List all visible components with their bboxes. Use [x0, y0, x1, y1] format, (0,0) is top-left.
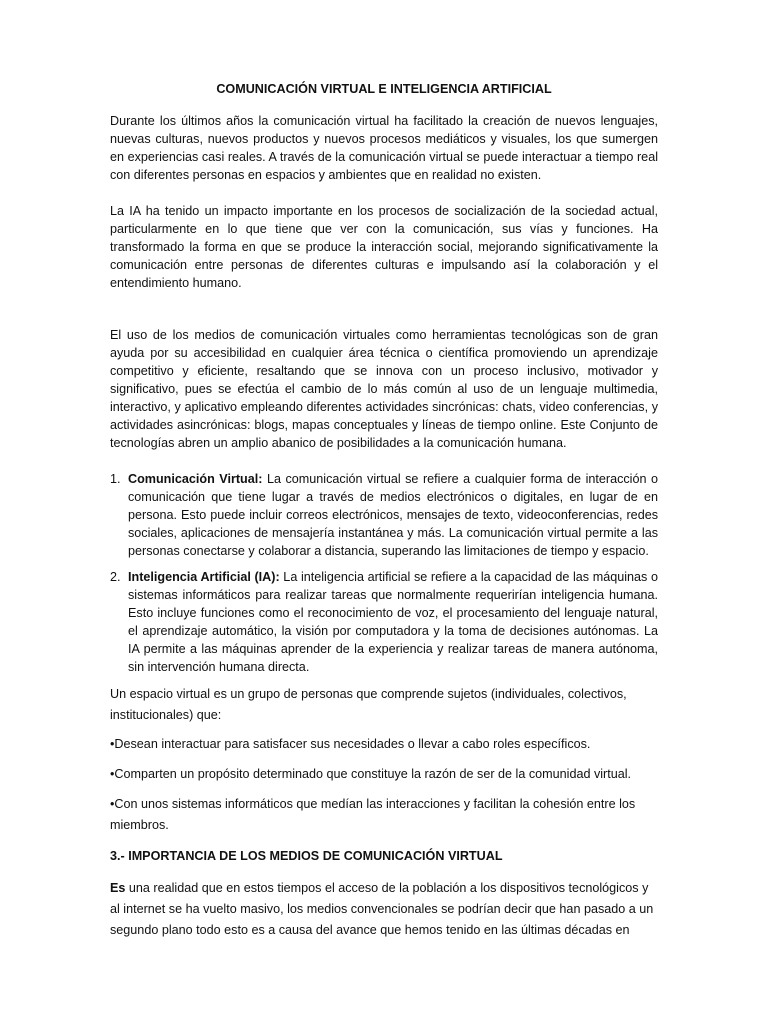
document-page [110, 80, 658, 941]
list-item-number: 2. [110, 570, 121, 584]
paragraph-virtual-media-use: El uso de los medios de comunicación virtuales como herramientas tecnológicas son de gran ayuda por su accesibilidad en cualquier área técnica o científica promoviendo un aprendizaje competitivo y eficiente, resaltando que se innova con un proceso inclusivo, motivador y significativo, pues se efectúa el cambio de lo más común al uso de un lenguaje multimedia, interactivo, y aplicativo empleando diferentes actividades sincrónicas: chats, video conferencias, y actividades asincrónicas: blogs, mapas conceptuales y líneas de tiempo online. Este Conjunto de tecnologías abren un amplio abanico de posibilidades a la comunicación humana. [110, 328, 658, 450]
list-item-term: Comunicación Virtual: [128, 472, 263, 486]
list-item-text: La comunicación virtual se refiere a cualquier forma de interacción o comunicación que tiene lugar a través de medios electrónicos o digitales, en lugar de en persona. Esto puede incluir correos electrónicos, mensajes de texto, videoconferencias, redes sociales, aplicaciones de mensajería instantánea y más. La comunicación virtual permite a las personas conectarse y colaborar a distancia, superando las limitaciones de tiempo y espacio. [128, 472, 659, 558]
section3-lead: Es [110, 881, 126, 895]
list-item [110, 568, 658, 676]
paragraph-virtual-space: Un espacio virtual es un grupo de personas que comprende sujetos (individuales, colectivos, institucionales) que: [110, 687, 627, 722]
section3-text: una realidad que en estos tiempos el acceso de la población a los dispositivos tecnológicos y al internet se ha vuelto masivo, los medios convencionales se podrían decir que han pasado a un segundo plano todo esto es a causa del avance que hemos tenido en las últimas décadas en [110, 881, 654, 937]
bullet-item: •Comparten un propósito determinado que constituye la razón de ser de la comunidad virtual. [110, 767, 632, 781]
list-item-term: Inteligencia Artificial (IA): [128, 570, 280, 584]
section-heading: 3.- IMPORTANCIA DE LOS MEDIOS DE COMUNICACIÓN VIRTUAL [110, 849, 503, 863]
paragraph-ia-impact: La IA ha tenido un impacto importante en los procesos de socialización de la sociedad actual, particularmente en lo que tiene que ver con la comunicación, sus vías y funciones. Ha transformado la forma en que se produce la interacción social, mejorando significativamente la comunicación entre personas de diferentes culturas e impulsando así la colaboración y el entendimiento humano. [110, 204, 658, 290]
definitions-list [110, 470, 658, 676]
bullet-item: •Con unos sistemas informáticos que medían las interacciones y facilitan la cohesión entre los miembros. [110, 797, 636, 832]
list-item-number: 1. [110, 472, 121, 486]
list-item [110, 470, 658, 560]
paragraph-section3 [110, 878, 658, 941]
list-item-text: La inteligencia artificial se refiere a la capacidad de las máquinas o sistemas informáticos para realizar tareas que normalmente requerirían inteligencia humana. Esto incluye funciones como el reconocimiento de voz, el procesamiento del lenguaje natural, el aprendizaje automático, la visión por computadora y la toma de decisiones autónomas. La IA permite a las máquinas aprender de la experiencia y realizar tareas de manera autónoma, sin intervención humana directa. [128, 570, 658, 674]
paragraph-intro: Durante los últimos años la comunicación virtual ha facilitado la creación de nuevos lenguajes, nuevas culturas, nuevos productos y nuevos procesos mediáticos y visuales, los que sumergen en experiencias casi reales. A través de la comunicación virtual se puede interactuar a tiempo real con diferentes personas en espacios y ambientes que en realidad no existen. [110, 114, 658, 182]
document-title: COMUNICACIÓN VIRTUAL E INTELIGENCIA ARTIFICIAL [216, 82, 552, 96]
bullet-item: •Desean interactuar para satisfacer sus necesidades o llevar a cabo roles específicos. [110, 737, 591, 751]
